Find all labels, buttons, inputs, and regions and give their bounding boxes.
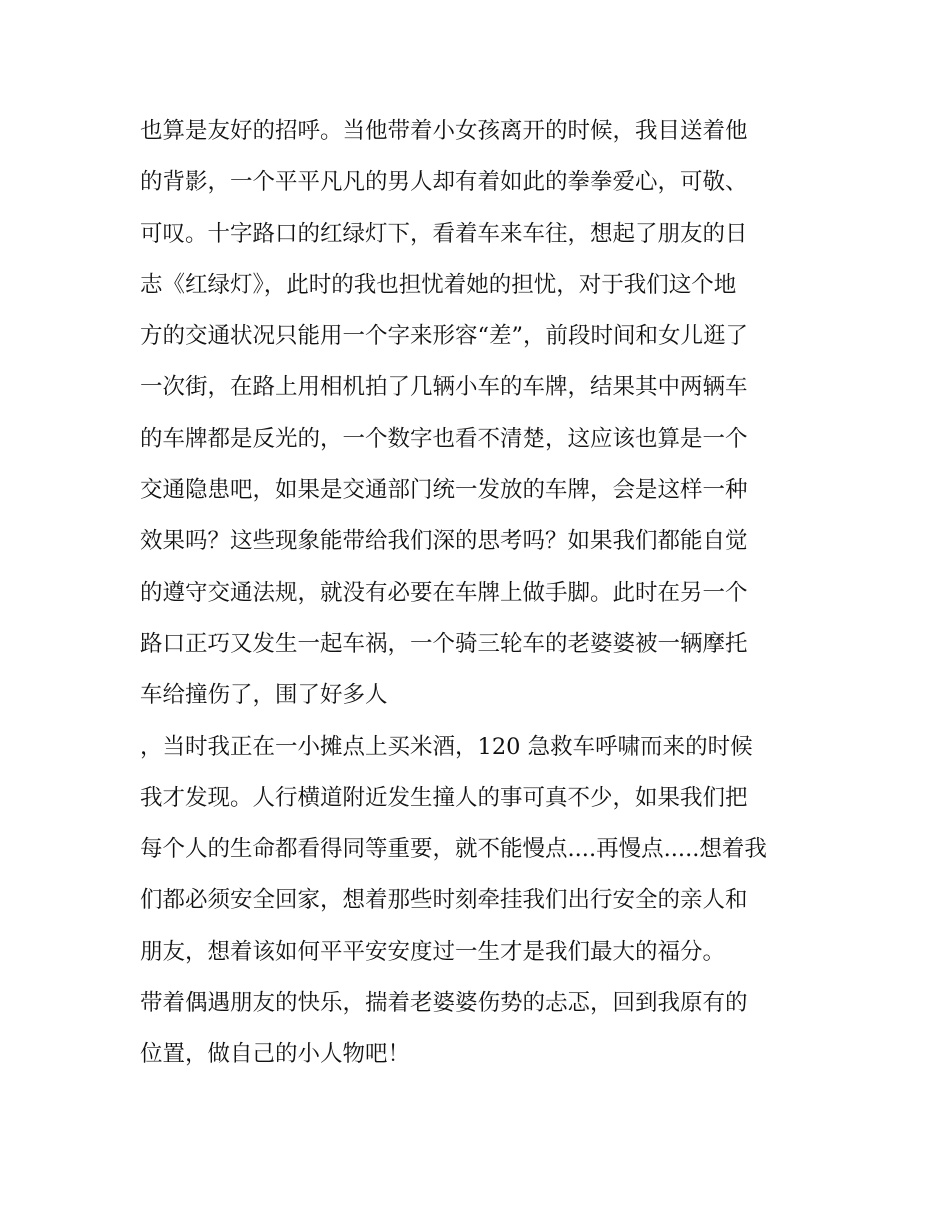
text-line: 朋友，想着该如何平平安安度过一生才是我们最大的福分。 [140, 938, 726, 965]
text-line: 的车牌都是反光的，一个数字也看不清楚，这应该也算是一个 [140, 425, 748, 452]
text-line: 带着偶遇朋友的快乐，揣着老婆婆伤势的忐忑，回到我原有的 [140, 990, 748, 1017]
text-line: 位置，做自己的小人物吧！ [140, 1041, 411, 1068]
text-line: ，当时我正在一小摊点上买米酒，120 急救车呼啸而来的时候 [140, 733, 753, 760]
text-line: 志《红绿灯》，此时的我也担忧着她的担忧，对于我们这个地 [140, 271, 737, 298]
text-line: 我才发现。人行横道附近发生撞人的事可真不少，如果我们把 [140, 784, 748, 811]
text-line: 效果吗？这些现象能带给我们深的思考吗？如果我们都能自觉 [140, 528, 748, 555]
text-line: 也算是友好的招呼。当他带着小女孩离开的时候，我目送着他 [140, 118, 748, 144]
text-line: 的背影，一个平平凡凡的男人却有着如此的拳拳爱心，可敬、 [140, 169, 748, 196]
text-line: 一次街，在路上用相机拍了几辆小车的车牌，结果其中两辆车 [140, 374, 748, 401]
text-line: 方的交通状况只能用一个字来形容“差”，前段时间和女儿逛了 [140, 323, 749, 350]
text-line: 可叹。十字路口的红绿灯下，看着车来车往，想起了朋友的日 [140, 220, 748, 247]
body-text [140, 106, 820, 1081]
text-line: 每个人的生命都看得同等重要，就不能慢点....再慢点.....想着我 [140, 836, 767, 863]
text-line: 路口正巧又发生一起车祸，一个骑三轮车的老婆婆被一辆摩托 [140, 630, 748, 657]
text-line: 交通隐患吧，如果是交通部门统一发放的车牌，会是这样一种 [140, 477, 748, 504]
text-line: 车给撞伤了，围了好多人 [140, 682, 388, 709]
text-line: 们都必须安全回家，想着那些时刻牵挂我们出行安全的亲人和 [140, 887, 748, 914]
text-line: 的遵守交通法规，就没有必要在车牌上做手脚。此时在另一个 [140, 579, 748, 606]
